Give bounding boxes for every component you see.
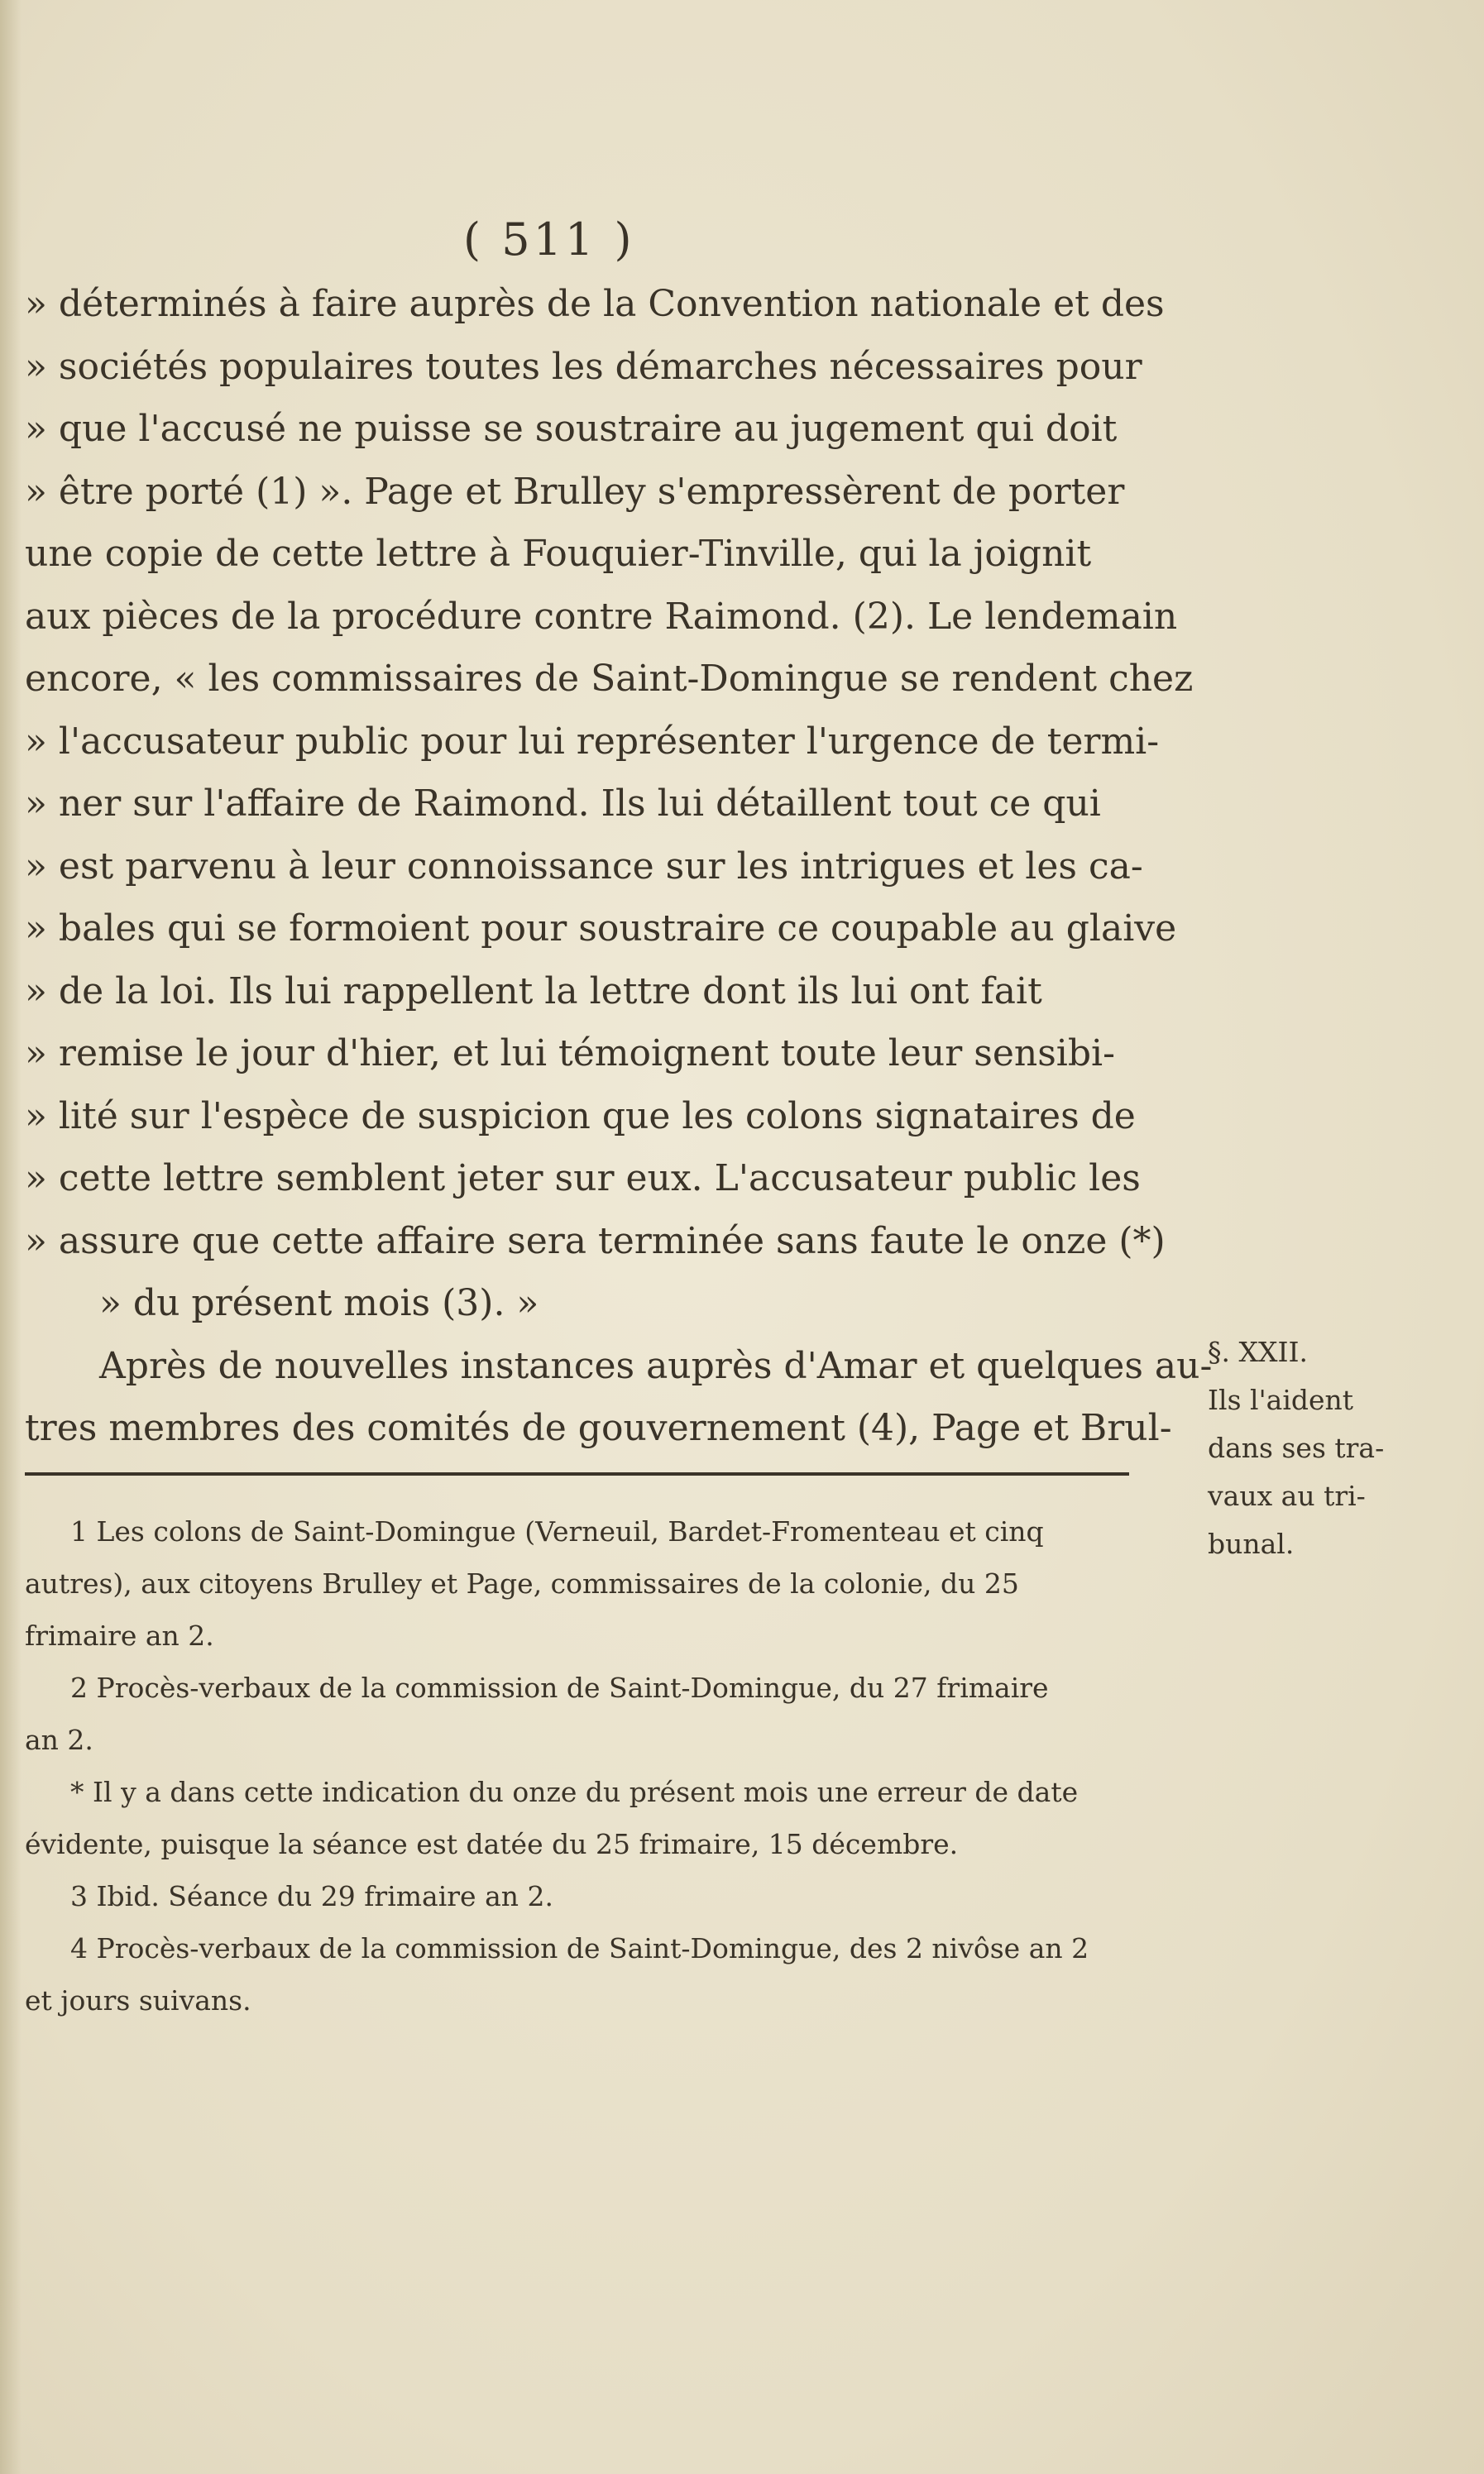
footnote-line: frimaire an 2. — [25, 1620, 214, 1652]
body-line: » de la loi. Ils lui rappellent la lettre dont ils lui ont fait — [25, 969, 1042, 1012]
body-line: » lité sur l'espèce de suspicion que les colons signataires de — [25, 1094, 1136, 1137]
body-line: » sociétés populaires toutes les démarches nécessaires pour — [25, 345, 1142, 388]
footnote-line: * Il y a dans cette indication du onze du présent mois une erreur de date — [70, 1776, 1079, 1808]
body-line: » être porté (1) ». Page et Brulley s'empressèrent de porter — [25, 470, 1125, 513]
body-text — [25, 273, 1213, 1460]
body-line: » bales qui se formoient pour soustraire ce coupable au glaive — [25, 907, 1177, 950]
margin-note-line: §. XXII. — [1208, 1336, 1309, 1368]
body-line: une copie de cette lettre à Fouquier-Tinville, qui la joignit — [25, 533, 1092, 575]
footnote-line: autres), aux citoyens Brulley et Page, commissaires de la colonie, du 25 — [25, 1567, 1019, 1600]
body-line: » est parvenu à leur connoissance sur les intrigues et les ca- — [25, 845, 1143, 888]
footnote-line: 4 Procès-verbaux de la commission de Saint-Domingue, des 2 nivôse an 2 — [70, 1932, 1089, 1964]
body-line: » que l'accusé ne puisse se soustraire au jugement qui doit — [25, 408, 1118, 450]
body-line: » ner sur l'affaire de Raimond. Ils lui détaillent tout ce qui — [25, 782, 1101, 825]
margin-note — [1208, 1328, 1456, 1568]
body-line: encore, « les commissaires de Saint-Domingue se rendent chez — [25, 658, 1194, 700]
body-line: » cette lettre semblent jeter sur eux. L'accusateur public les — [25, 1157, 1141, 1199]
footnote-line: 3 Ibid. Séance du 29 frimaire an 2. — [70, 1880, 553, 1912]
binding-shadow — [0, 0, 22, 2474]
footnote-line: évidente, puisque la séance est datée du 25 frimaire, 15 décembre. — [25, 1828, 959, 1860]
margin-note-line: vaux au tri- — [1208, 1480, 1366, 1512]
body-line: » assure que cette affaire sera terminée sans faute le onze (*) — [25, 1219, 1166, 1262]
margin-note-line: dans ses tra- — [1208, 1432, 1385, 1464]
body-line: aux pièces de la procédure contre Raimond. (2). Le lendemain — [25, 595, 1178, 638]
body-line: Après de nouvelles instances auprès d'Amar et quelques au- — [99, 1344, 1213, 1387]
body-line: » l'accusateur public pour lui représenter l'urgence de termi- — [25, 720, 1160, 763]
body-line: tres membres des comités de gouvernement (4), Page et Brul- — [25, 1407, 1172, 1449]
body-line: » déterminés à faire auprès de la Convention nationale et des — [25, 283, 1165, 325]
page-number: ( 511 ) — [463, 213, 635, 266]
body-line: » du présent mois (3). » — [99, 1282, 539, 1324]
body-line: » remise le jour d'hier, et lui témoignent toute leur sensibi- — [25, 1032, 1115, 1074]
footnote-line: 2 Procès-verbaux de la commission de Saint-Domingue, du 27 frimaire — [70, 1672, 1049, 1704]
footnote-line: an 2. — [25, 1724, 93, 1756]
margin-note-line: Ils l'aident — [1208, 1384, 1354, 1416]
footnote-line: et jours suivans. — [25, 1984, 251, 2017]
footnotes — [25, 1505, 1183, 2027]
margin-note-line: bunal. — [1208, 1528, 1295, 1560]
footnote-line: 1 Les colons de Saint-Domingue (Verneuil, Bardet-Fromenteau et cinq — [70, 1515, 1044, 1548]
footnote-rule — [25, 1472, 1129, 1476]
